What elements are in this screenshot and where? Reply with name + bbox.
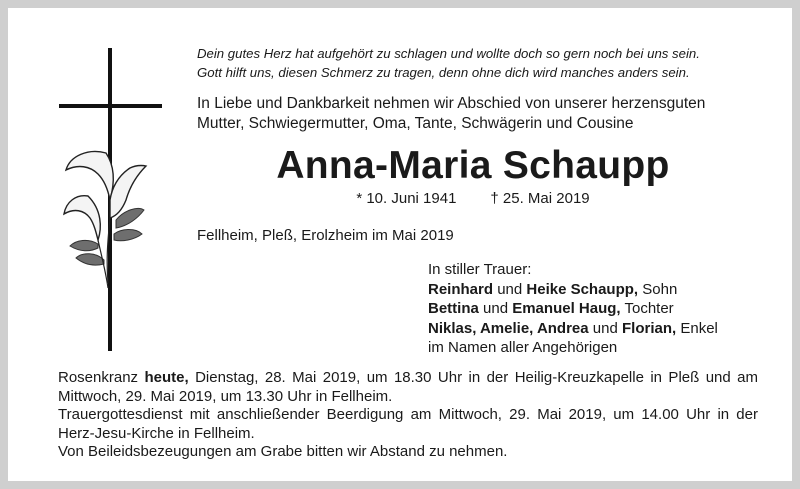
cross-bar: [59, 104, 162, 108]
intro-line-2: Mutter, Schwiegermutter, Oma, Tante, Schwägerin und Cousine: [197, 115, 634, 132]
relation: Sohn: [642, 280, 678, 298]
memorial-quote: [197, 45, 757, 82]
service-notices: [58, 369, 758, 462]
relation: Enkel: [680, 319, 718, 337]
rosary-details: Dienstag, 28. Mai 2019, um 18.30 Uhr in der Heilig-Kreuzkapelle in Pleß und am Mittwoch, 29. Mai 2019, um 13.30 Uhr in Fellheim.: [58, 369, 758, 405]
conjunction: und: [497, 280, 523, 298]
mourner-name: Emanuel Haug,: [512, 300, 621, 317]
mourner-name: Florian,: [622, 319, 677, 337]
death-date: † 25. Mai 2019: [490, 190, 590, 207]
place-date: Fellheim, Pleß, Erolzheim im Mai 2019: [197, 227, 454, 244]
mourner-name: Heike Schaupp,: [526, 280, 639, 298]
intro-text: [197, 94, 757, 134]
life-dates: [188, 190, 758, 208]
rosary-notice: [58, 369, 758, 406]
mourners-closing: im Namen aller Angehörigen: [428, 339, 618, 356]
birth-date: * 10. Juni 1941: [356, 190, 457, 207]
mourner-row: [428, 299, 758, 319]
quote-line-1: Dein gutes Herz hat aufgehört zu schlagen und wollte doch so gern noch bei uns sein.: [197, 46, 700, 61]
funeral-notice: Trauergottesdienst mit anschließender Beerdigung am Mittwoch, 29. Mai 2019, um 14.00 Uhr in der Herz-Jesu-Kirche in Fellheim.: [58, 406, 758, 442]
rosary-label: Rosenkranz: [58, 369, 139, 386]
intro-line-1: In Liebe und Dankbarkeit nehmen wir Abschied von unserer herzensguten: [197, 95, 706, 112]
rosary-today: heute,: [144, 369, 189, 386]
relation: Tochter: [624, 300, 674, 317]
condolences-notice: Von Beileidsbezeugungen am Grabe bitten wir Abstand zu nehmen.: [58, 443, 508, 460]
lily-flowers-icon: [58, 148, 148, 298]
mourner-name: Bettina: [428, 300, 479, 317]
conjunction: und: [592, 319, 618, 337]
mourners-block: [428, 260, 758, 358]
mourners-heading: In stiller Trauer:: [428, 261, 532, 278]
deceased-name: Anna-Maria Schaupp: [276, 144, 670, 187]
conjunction: und: [483, 300, 509, 317]
mourner-name: Niklas, Amelie, Andrea: [428, 319, 589, 337]
mourner-name: Reinhard: [428, 280, 494, 298]
mourner-row: [428, 280, 758, 300]
mourner-row: [428, 319, 758, 339]
quote-line-2: Gott hilft uns, diesen Schmerz zu tragen, denn ohne dich wird manches anders sein.: [197, 64, 690, 80]
